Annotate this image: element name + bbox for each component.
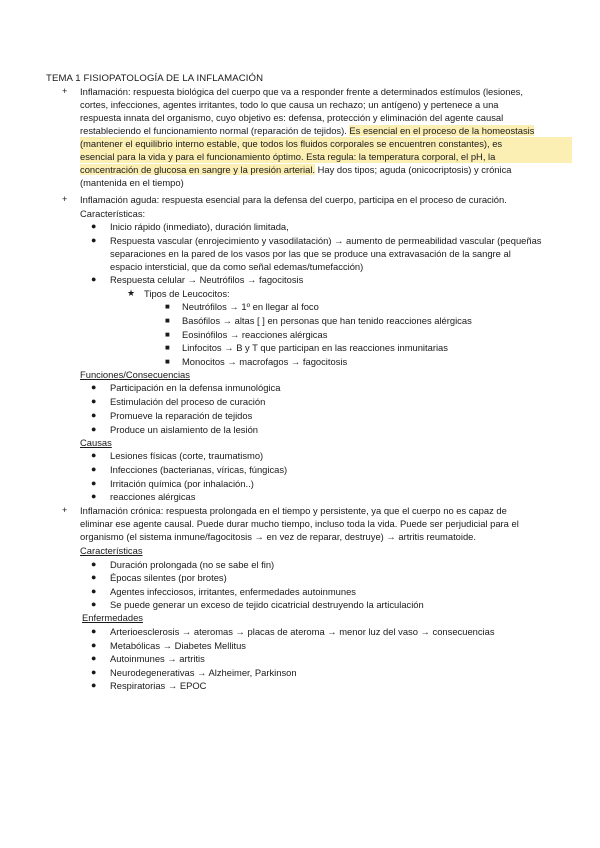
paragraph-line: respuesta innata del organismo, cuyo objetivo es: defensa, protección y eliminación del agente causal <box>80 112 504 123</box>
plus-bullet: + <box>62 505 68 515</box>
cronica-caracteristicas-heading: Características <box>80 545 143 556</box>
highlight: Es esencial en el proceso de la homeostasis <box>349 125 535 136</box>
list-item: Épocas silentes (por brotes) <box>110 572 227 583</box>
highlight-line: (mantener el equilibrio interno estable, que todos los fluidos corporales se encuentren constantes), es <box>80 137 572 150</box>
dot-bullet: ● <box>91 464 97 474</box>
paragraph-line: restableciendo el funcionamiento normal (reparación de tejidos). Es esencial en el proceso de la homeostasis <box>80 125 535 136</box>
list-item: Eosinófilos → reacciones alérgicas <box>182 329 328 340</box>
causas-heading: Causas <box>80 437 112 448</box>
list-item: Neurodegenerativas → Alzheimer, Parkinson <box>110 667 297 678</box>
list-item: Respiratorias → EPOC <box>110 680 207 691</box>
plus-bullet: + <box>62 86 68 96</box>
list-item: Participación en la defensa inmunológica <box>110 382 281 393</box>
list-item: Autoinmunes → artritis <box>110 653 205 664</box>
paragraph-line: (mantenida en el tiempo) <box>80 177 184 188</box>
star-bullet: ★ <box>127 288 136 298</box>
dot-bullet: ● <box>91 424 97 434</box>
list-item: Metabólicas → Diabetes Mellitus <box>110 640 246 651</box>
dot-bullet: ● <box>91 274 97 284</box>
highlight: concentración de glucosa en sangre y la presión arterial. <box>80 164 316 175</box>
dot-bullet: ● <box>91 559 97 569</box>
paragraph-line: cortes, infecciones, agentes irritantes, todo lo que causa un rechazo; un antígeno) y pertenece a una <box>80 99 499 110</box>
aguda-intro: Inflamación aguda: respuesta esencial para la defensa del cuerpo, participa en el proceso de curación. <box>80 194 507 205</box>
list-item: reacciones alérgicas <box>110 491 196 502</box>
dot-bullet: ● <box>91 653 97 663</box>
paragraph-line: eliminar ese agente causal. Puede durar mucho tiempo, incluso toda la vida. Puede ser perjudicial para el <box>80 518 519 529</box>
list-item: Respuesta vascular (enrojecimiento y vasodilatación) → aumento de permeabilidad vascular (pequeñas separaciones en la pared de los vasos por las que se produce una extravasación de la sangre al espacio intersticial, que da como señal edemas/tumefacción) <box>110 235 542 272</box>
square-bullet: ■ <box>165 343 170 352</box>
dot-bullet: ● <box>91 450 97 460</box>
square-bullet: ■ <box>165 330 170 339</box>
page-title: TEMA 1 FISIOPATOLOGÍA DE LA INFLAMACIÓN <box>46 73 264 84</box>
highlight-line: esencial para la vida y para el funcionamiento óptimo. Esta regula: la temperatura corporal, el pH, la <box>80 150 572 163</box>
inflamacion-paragraph <box>80 85 572 189</box>
dot-bullet: ● <box>91 221 97 231</box>
list-item: Estimulación del proceso de curación <box>110 396 266 407</box>
dot-bullet: ● <box>91 478 97 488</box>
dot-bullet: ● <box>91 396 97 406</box>
plus-bullet: + <box>62 194 68 204</box>
dot-bullet: ● <box>91 667 97 677</box>
enfermedades-heading: Enfermedades <box>82 612 143 623</box>
leucocitos-heading: Tipos de Leucocitos: <box>144 288 230 299</box>
dot-bullet: ● <box>91 235 97 245</box>
paragraph-line: Inflamación: respuesta biológica del cuerpo que va a responder frente a determinados estímulos (lesiones, <box>80 86 523 97</box>
list-item: Respuesta celular → Neutrófilos → fagocitosis <box>110 274 304 285</box>
aguda-caracteristicas-heading: Características: <box>80 208 146 219</box>
dot-bullet: ● <box>91 410 97 420</box>
list-item: Linfocitos → B y T que participan en las reacciones inmunitarias <box>182 342 448 353</box>
dot-bullet: ● <box>91 586 97 596</box>
list-item: Duración prolongada (no se sabe el fin) <box>110 559 275 570</box>
dot-bullet: ● <box>91 626 97 636</box>
dot-bullet: ● <box>91 680 97 690</box>
paragraph-line: Inflamación crónica: respuesta prolongada en el tiempo y persistente, ya que el cuerpo no es capaz de <box>80 505 507 516</box>
list-item: Lesiones físicas (corte, traumatismo) <box>110 450 264 461</box>
list-item: Neutrófilos → 1º en llegar al foco <box>182 301 319 312</box>
dot-bullet: ● <box>91 491 97 501</box>
list-item: Basófilos → altas [ ] en personas que han tenido reacciones alérgicas <box>182 315 472 326</box>
square-bullet: ■ <box>165 357 170 366</box>
square-bullet: ■ <box>165 302 170 311</box>
dot-bullet: ● <box>91 640 97 650</box>
funciones-heading: Funciones/Consecuencias <box>80 369 190 380</box>
square-bullet: ■ <box>165 316 170 325</box>
list-item: Se puede generar un exceso de tejido cicatricial destruyendo la articulación <box>110 599 424 610</box>
dot-bullet: ● <box>91 599 97 609</box>
paragraph-line: organismo (el sistema inmune/fagocitosis → en vez de reparar, destruye) → artritis reumatoide. <box>80 531 477 542</box>
list-item: Inicio rápido (inmediato), duración limitada, <box>110 221 289 232</box>
dot-bullet: ● <box>91 382 97 392</box>
list-item: Promueve la reparación de tejidos <box>110 410 253 421</box>
dot-bullet: ● <box>91 572 97 582</box>
list-item: Monocitos → macrofagos → fagocitosis <box>182 356 348 367</box>
list-item: Agentes infecciosos, irritantes, enfermedades autoinmunes <box>110 586 356 597</box>
paragraph-line: concentración de glucosa en sangre y la presión arterial. Hay dos tipos; aguda (onicocriptosis) y crónica <box>80 164 512 175</box>
cronica-paragraph <box>80 504 572 543</box>
list-item: Irritación química (por inhalación..) <box>110 478 254 489</box>
list-item: Arterioesclerosis → ateromas → placas de ateroma → menor luz del vaso → consecuencias <box>110 626 495 637</box>
list-item: Infecciones (bacterianas, víricas, fúngicas) <box>110 464 288 475</box>
list-item: Produce un aislamiento de la lesión <box>110 424 259 435</box>
